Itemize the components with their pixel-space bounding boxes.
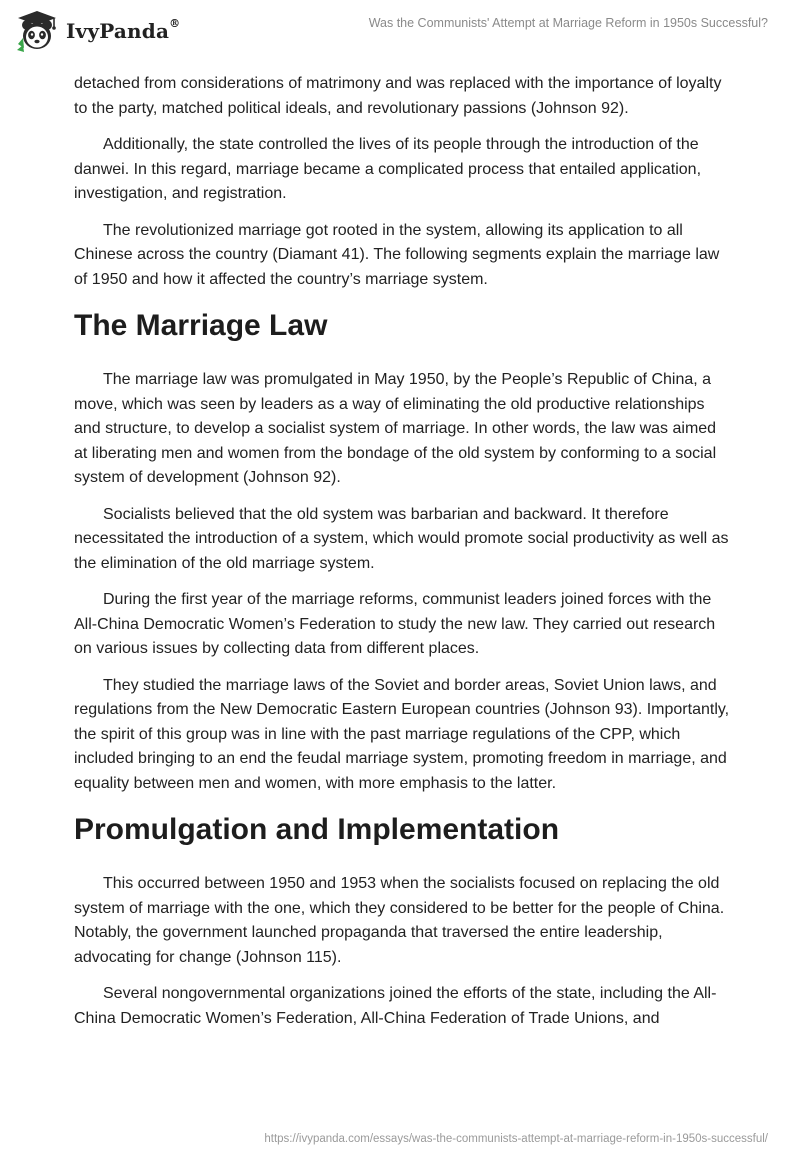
page-header (0, 0, 800, 66)
ivypanda-logo[interactable] (14, 8, 180, 54)
paragraph: The revolutionized marriage got rooted in the system, allowing its application to all Chinese across the country (Diamant 41). The following segments explain the marriage law of 1950 and how it affected the country’s marriage system. (74, 221, 720, 288)
section-heading: The Marriage Law (74, 309, 328, 342)
section-heading: Promulgation and Implementation (74, 813, 560, 846)
paragraph: They studied the marriage laws of the Soviet and border areas, Soviet Union laws, and regulations from the New Democratic Eastern European countries (Johnson 93). Importantly, the spirit of this group was in line with the past marriage regulations of the CPP, which included bringing to an end the feudal marriage system, promoting freedom in marriage, and equality between men and women, with more emphasis to the latter. (74, 676, 730, 792)
paragraph: Additionally, the state controlled the lives of its people through the introduction of the danwei. In this regard, marriage became a complicated process that entailed application, investigation, and registration. (74, 136, 702, 202)
essay-body (74, 72, 730, 1043)
panda-graduate-icon (14, 8, 60, 54)
paragraph: Socialists believed that the old system was barbarian and backward. It therefore necessitated the introduction of a system, which would promote social productivity as well as the elimination of the old marriage system. (74, 505, 729, 572)
document-title: Was the Communists' Attempt at Marriage Reform in 1950s Successful? (368, 16, 768, 30)
paragraph: The marriage law was promulgated in May 1950, by the People’s Republic of China, a move, which was seen by leaders as a way of eliminating the old productive relationships and structure, to develop a socialist system of marriage. In other words, the law was aimed at liberating men and women from the bondage of the old system by conforming to a social system of development (Johnson 92). (74, 371, 717, 486)
source-url-link[interactable]: https://ivypanda.com/essays/was-the-communists-attempt-at-marriage-reform-in-1950s-successful/ (264, 1133, 768, 1145)
paragraph: This occurred between 1950 and 1953 when the socialists focused on replacing the old system of marriage with the one, which they considered to be better for the people of China. Notably, the government launched propaganda that traversed the entire leadership, advocating for change (Johnson 115). (74, 875, 725, 966)
paragraph: detached from considerations of matrimony and was replaced with the importance of loyalty to the party, matched political ideals, and revolutionary passions (Johnson 92). (74, 75, 722, 117)
paragraph: During the first year of the marriage reforms, communist leaders joined forces with the All-China Democratic Women’s Federation to study the new law. They carried out research on various issues by collecting data from different places. (74, 591, 716, 657)
paragraph: Several nongovernmental organizations joined the efforts of the state, including the All-China Democratic Women’s Federation, All-China Federation of Trade Unions, and (74, 985, 717, 1027)
brand-name: IvyPanda® (66, 17, 181, 43)
